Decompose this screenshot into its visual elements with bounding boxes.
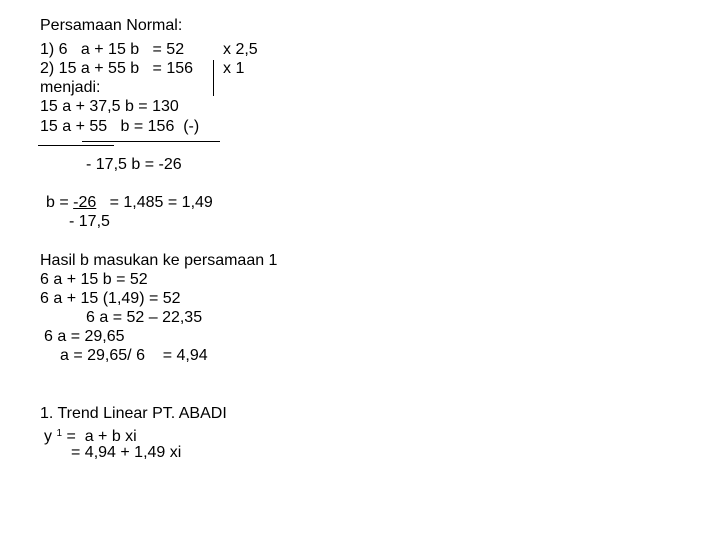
scaled-equation-2: 15 a + 55 b = 156 (-) <box>40 118 200 135</box>
substitution-heading: Hasil b masukan ke persamaan 1 <box>40 252 278 269</box>
subtraction-result: - 17,5 b = -26 <box>86 156 182 173</box>
b-prefix: b = <box>46 194 74 211</box>
subtraction-line-left <box>38 145 114 146</box>
substitution-line-4: 6 a = 29,65 <box>44 328 125 345</box>
equation-2: 2) 15 a + 55 b = 156 <box>40 60 194 77</box>
trend-final: = 4,94 + 1,49 xi <box>71 444 182 461</box>
substitution-line-2: 6 a + 15 (1,49) = 52 <box>40 290 181 307</box>
substitution-line-5: a = 29,65/ 6 = 4,94 <box>60 347 208 364</box>
b-solution <box>46 193 213 212</box>
factor-divider-line <box>213 60 214 96</box>
substitution-line-3: 6 a = 52 – 22,35 <box>86 309 203 326</box>
substitution-line-1: 6 a + 15 b = 52 <box>40 271 148 288</box>
trend-y: y <box>44 428 52 445</box>
trend-title: 1. Trend Linear PT. ABADI <box>40 405 227 422</box>
subtraction-line-right <box>82 141 220 142</box>
scaled-equation-1: 15 a + 37,5 b = 130 <box>40 98 179 115</box>
equation-1: 1) 6 a + 15 b = 52 <box>40 41 185 58</box>
b-numerator: -26 <box>73 194 97 211</box>
equation-1-factor: x 2,5 <box>223 41 258 58</box>
b-denominator: - 17,5 <box>69 213 110 230</box>
normal-equations-title: Persamaan Normal: <box>40 17 183 34</box>
b-result: = 1,485 = 1,49 <box>96 194 213 211</box>
trend-y-superscript: 1 <box>56 428 63 439</box>
trend-formula: = a + b xi <box>62 428 137 445</box>
becomes-label: menjadi: <box>40 79 101 96</box>
equation-2-factor: x 1 <box>223 60 245 77</box>
